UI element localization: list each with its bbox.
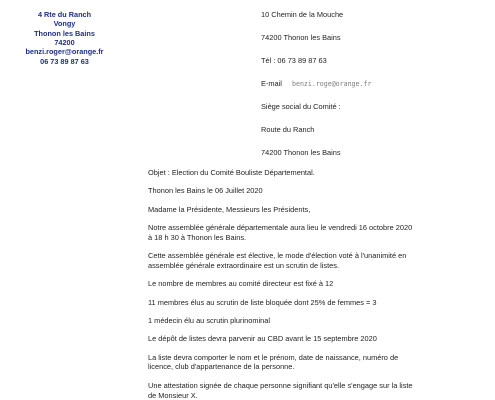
letter-paragraph: Notre assemblée générale départementale aura lieu le vendredi 16 octobre 2020 à 18 h 30 à Thonon les Bains. [148, 222, 413, 242]
recipient-address: 10 Chemin de la Mouche [261, 10, 344, 19]
letter-paragraph: Cette assemblée générale est élective, le mode d'élection voté à l'unanimité en assemblée générale extraordinaire est un scrutin de listes. [148, 251, 407, 271]
recipient-seat-city: 74200 Thonon les Bains [261, 147, 341, 157]
letter-paragraph: La liste devra comporter le nom et le prénom, date de naissance, numéro de licence, club d'appartenance de la personne. [148, 352, 399, 372]
letter-paragraph: Le dépôt de listes devra parvenir au CBD avant le 15 septembre 2020 [148, 334, 377, 344]
recipient-seat-label: Siège social du Comité : [261, 101, 341, 111]
letter-date: Thonon les Bains le 06 Juillet 2020 [148, 186, 263, 196]
sender-postcode: 74200 [54, 37, 75, 47]
letter-salutation: Madame la Présidente, Messieurs les Présidents, [148, 204, 311, 214]
letter-body [148, 168, 418, 400]
recipient-phone: Tél : 06 73 89 87 63 [261, 55, 327, 65]
sender-street: 4 Rte du Ranch [37, 10, 92, 19]
recipient-email-value: benzi.roge@orange.fr [292, 79, 372, 88]
recipient-email-label: E-mail [261, 78, 282, 88]
recipient-seat-street: Route du Ranch [261, 124, 315, 134]
sender-email: benzi.roger@orange.fr [25, 47, 104, 57]
recipient-city: 74200 Thonon les Bains [261, 32, 341, 42]
recipient-email-row [261, 79, 481, 88]
sender-place: Vongy [53, 19, 76, 29]
recipient-address-block [261, 10, 481, 171]
letter-subject: Objet : Election du Comité Bouliste Départemental. [148, 168, 315, 177]
sender-city: Thonon les Bains [34, 28, 95, 38]
letter-paragraph: 11 membres élus au scrutin de liste bloquée dont 25% de femmes = 3 [148, 297, 377, 307]
letter-paragraph: Une attestation signée de chaque personne signifiant qu'elle s'engage sur la liste de Monsieur X. [148, 380, 413, 400]
letter-paragraph: Le nombre de membres au comité directeur est fixé à 12 [148, 279, 334, 289]
sender-phone: 06 73 89 87 63 [40, 56, 89, 66]
letter-paragraph: 1 médecin élu au scrutin plurinominal [148, 315, 271, 325]
sender-block [2, 10, 127, 66]
